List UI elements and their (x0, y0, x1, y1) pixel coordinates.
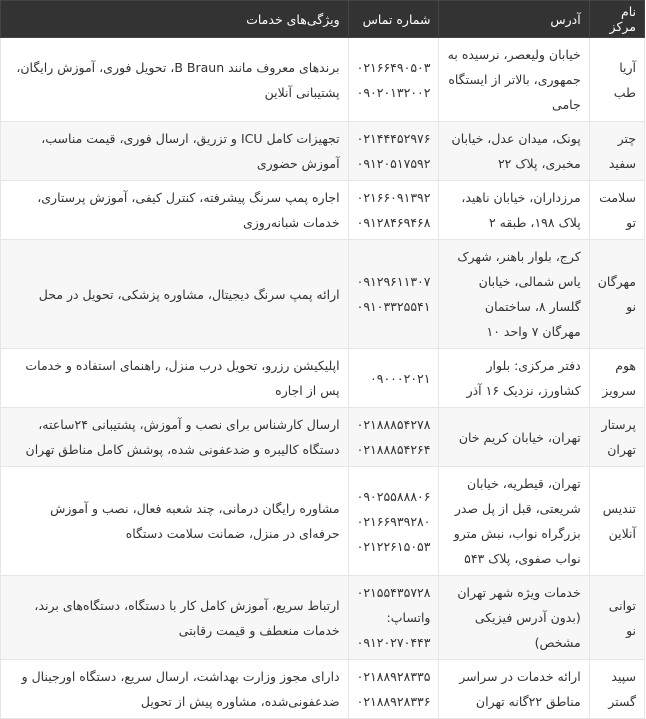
center-address: تهران، خیابان کریم خان (439, 408, 589, 467)
center-name: آریا طب (589, 38, 644, 122)
center-features: ارائه پمپ سرنگ دیجیتال، مشاوره پزشکی، تحویل در محل (1, 240, 349, 349)
center-name: سلامت تو (589, 181, 644, 240)
center-address: کرج، بلوار باهنر، شهرک یاس شمالی، خیابان گلسار ۸، ساختمان مهرگان ۷ واحد ۱۰ (439, 240, 589, 349)
phone-number[interactable]: ۰۲۱۶۶۰۹۱۳۹۲ (356, 190, 431, 205)
center-features: دارای مجوز وزارت بهداشت، ارسال سریع، دستگاه اورجینال و ضدعفونی‌شده، مشاوره پیش از تحویل (1, 660, 349, 719)
center-features: برندهای معروف مانند B Braun، تحویل فوری، آموزش رایگان، پشتیبانی آنلاین (1, 38, 349, 122)
table-row (1, 349, 645, 408)
header-phone: شماره تماس (348, 1, 439, 38)
phone-number[interactable]: ۰۲۱۶۶۴۹۰۵۰۳ (356, 59, 431, 75)
table-row (1, 181, 645, 240)
table-row (1, 408, 645, 467)
center-address: پونک، میدان عدل، خیابان مخبری، پلاک ۲۲ (439, 122, 589, 181)
center-phones (348, 467, 439, 576)
center-phones (348, 408, 439, 467)
phone-number[interactable]: ۰۲۱۶۶۹۳۹۲۸۰ (356, 513, 431, 529)
phone-number[interactable]: ۰۹۰۰۰۲۰۲۱ (370, 370, 431, 386)
center-name: مهرگان نو (589, 240, 644, 349)
center-name: سپید گستر (589, 660, 644, 719)
center-address: خیابان ولیعصر، نرسیده به جمهوری، بالاتر از ایستگاه جامی (439, 38, 589, 122)
center-phones (348, 240, 439, 349)
phone-number[interactable]: ۰۹۱۰۳۳۲۵۵۴۱ (356, 299, 431, 314)
table-row (1, 467, 645, 576)
center-address: تهران، قیطریه، خیابان شریعتی، قبل از پل صدر بزرگراه نواب، نبش مترو نواب صفوی، پلاک ۵۴۳ (439, 467, 589, 576)
center-phones (348, 576, 439, 660)
table-header (1, 1, 645, 38)
center-address: مرزداران، خیابان ناهید، پلاک ۱۹۸، طبقه ۲ (439, 181, 589, 240)
center-features: تجهیزات کامل ICU و تزریق، ارسال فوری، قیمت مناسب، آموزش حضوری (1, 122, 349, 181)
center-phones (348, 122, 439, 181)
table-row (1, 240, 645, 349)
phone-number[interactable]: ۰۹۱۲۹۶۱۱۳۰۷ (356, 274, 431, 289)
phone-number[interactable]: ۰۲۱۸۸۹۲۸۳۳۵ (356, 669, 431, 684)
center-features: ارتباط سریع، آموزش کامل کار با دستگاه، دستگاه‌های برند، خدمات منعطف و قیمت رقابتی (1, 576, 349, 660)
phone-number[interactable]: ۰۲۱۲۲۶۱۵۰۵۳ (356, 538, 431, 554)
center-phones (348, 38, 439, 122)
center-address: ارائه خدمات در سراسر مناطق ۲۲گانه تهران (439, 660, 589, 719)
header-features: ویژگی‌های خدمات (1, 1, 349, 38)
phone-number[interactable]: ۰۲۱۸۸۸۵۴۲۷۸ (356, 417, 431, 432)
phone-number[interactable]: ۰۹۰۲۵۵۸۸۸۰۶ (356, 488, 431, 504)
phone-number[interactable]: ۰۹۰۲۰۱۳۲۰۰۲ (356, 84, 431, 100)
center-phones (348, 181, 439, 240)
table-row (1, 660, 645, 719)
center-phones (348, 349, 439, 408)
phone-number[interactable]: ۰۹۱۲۸۴۶۹۴۶۸ (356, 215, 431, 230)
center-name: پرستار تهران (589, 408, 644, 467)
center-features: مشاوره رایگان درمانی، چند شعبه فعال، نصب و آموزش حرفه‌ای در منزل، ضمانت سلامت دستگاه (1, 467, 349, 576)
center-features: اجاره پمپ سرنگ پیشرفته، کنترل کیفی، آموزش پرستاری، خدمات شبانه‌روزی (1, 181, 349, 240)
center-phones (348, 660, 439, 719)
table-row (1, 38, 645, 122)
phone-number[interactable]: ۰۲۱۸۸۹۲۸۳۳۶ (356, 694, 431, 709)
center-address: خدمات ویژه شهر تهران (بدون آدرس فیزیکی مشخص) (439, 576, 589, 660)
center-features: ارسال کارشناس برای نصب و آموزش، پشتیبانی ۲۴ساعته، دستگاه کالیبره و ضدعفونی شده، پوشش کامل مناطق تهران (1, 408, 349, 467)
center-name: تندیس آنلاین (589, 467, 644, 576)
table-row (1, 576, 645, 660)
phone-number[interactable]: ۰۹۱۲۰۵۱۷۵۹۲ (356, 156, 431, 171)
phone-number[interactable]: ۰۲۱۸۸۸۵۴۲۶۴ (356, 442, 431, 457)
table-row (1, 122, 645, 181)
center-name: چتر سفید (589, 122, 644, 181)
center-address: دفتر مرکزی: بلوار کشاورز، نزدیک ۱۶ آذر (439, 349, 589, 408)
center-name: توانی نو (589, 576, 644, 660)
phone-number[interactable]: ۰۲۱۵۵۴۳۵۷۲۸ (356, 585, 431, 600)
center-name: هوم سرویز (589, 349, 644, 408)
phone-number[interactable]: ۰۹۱۲۰۲۷۰۴۴۳ (356, 635, 431, 650)
table-body (1, 38, 645, 719)
header-name: نام مرکز (589, 1, 644, 38)
center-features: اپلیکیشن رزرو، تحویل درب منزل، راهنمای استفاده و خدمات پس از اجاره (1, 349, 349, 408)
header-address: آدرس (439, 1, 589, 38)
phone-number[interactable]: ۰۲۱۴۴۴۵۲۹۷۶ (356, 131, 431, 146)
phone-label: واتساپ: (386, 610, 431, 625)
